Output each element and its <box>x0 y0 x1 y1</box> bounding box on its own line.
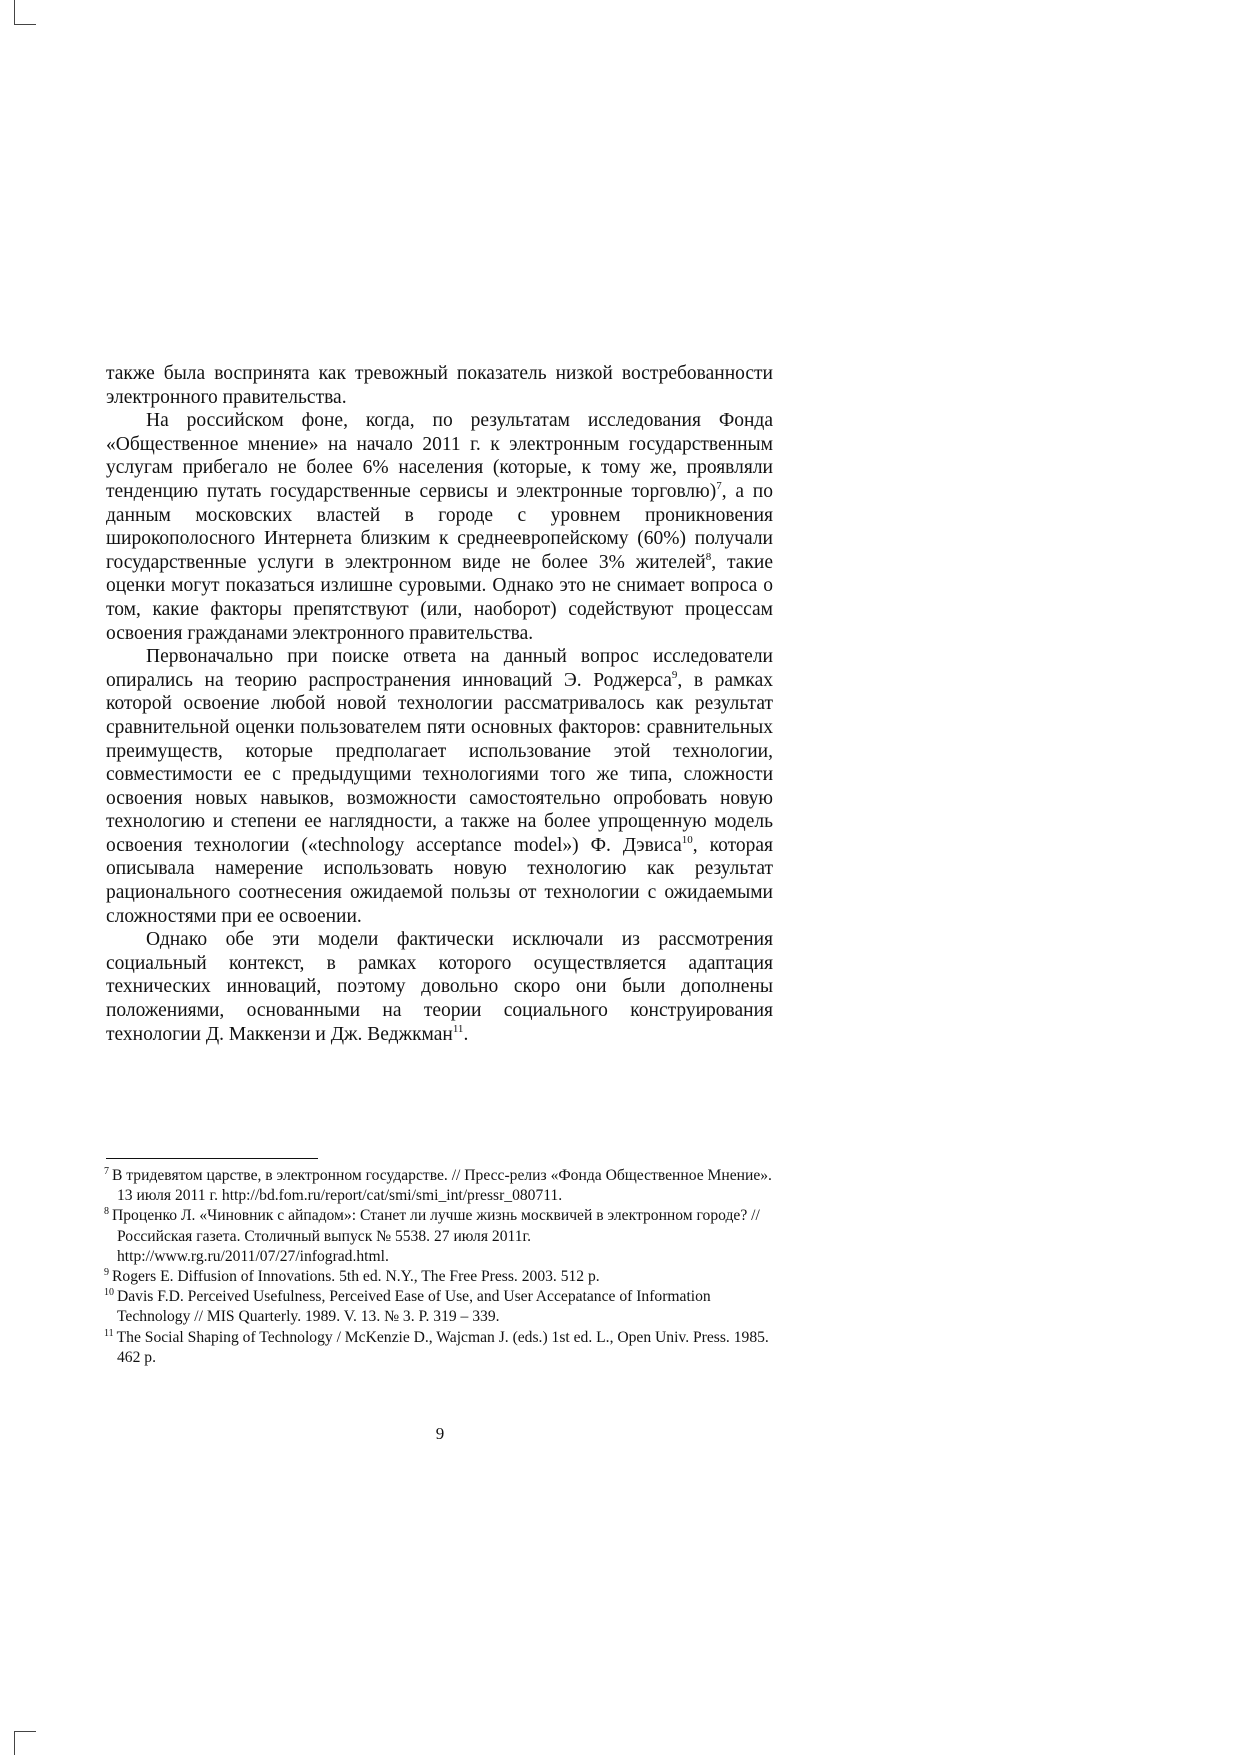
paragraph-2 <box>106 409 773 645</box>
paragraph-2-text-c: , такие оценки могут показаться излишне суровыми. Однако это не снимает вопроса о том, какие факторы препятствуют (или, наоборот) содействуют процессам освоения гражданами электронного правительства. <box>106 551 773 644</box>
paragraph-4 <box>106 928 773 1046</box>
footnote-ref-10[interactable]: 10 <box>681 833 693 846</box>
footnote-number: 10 <box>104 1287 114 1299</box>
footnote-11 <box>104 1328 784 1368</box>
crop-mark-top-left-vertical <box>14 0 15 24</box>
paragraph-4-text-b: . <box>463 1023 469 1045</box>
paragraph-3-text-c: , которая описывала намерение использовать новую технологию как результат рационального соотнесения ожидаемой пользы от технологии с ожидаемыми сложностями при ее освоении. <box>106 834 773 927</box>
footnote-number: 8 <box>104 1206 109 1218</box>
footnote-number: 7 <box>104 1166 109 1177</box>
footnote-ref-9[interactable]: 9 <box>671 668 678 681</box>
page-number: 9 <box>435 1424 445 1443</box>
paragraph-2-text-b: , а по данным московских властей в городе с уровнем проникновения широкополосного Интернета близким к среднеевропейскому (60%) получали государственные услуги в электронном виде не более 3% жителей <box>106 480 773 573</box>
paragraph-3 <box>106 645 773 928</box>
footnotes <box>104 1166 784 1368</box>
paragraph-3-text-b: , в рамках которой освоение любой новой технологии рассматривалось как результат сравнительной оценки пользователем пяти основных факторов: сравнительных преимуществ, которые предполагает использование этой технологии, совместимости ее с предыдущими технологиями того же типа, сложности освоения новых навыков, возможности самостоятельно опробовать новую технологию и степени ее наглядности, а также на более упрощенную модель освоения технологии («technology acceptance model») Ф. Дэвиса <box>106 669 773 856</box>
paragraph-2-text-a: На российском фоне, когда, по результатам исследования Фонда «Общественное мнение» на начало 2011 г. к электронным государственным услугам прибегало не более 6% населения (которые, к тому же, проявляли тенденцию путать государственные сервисы и электронные торговлю) <box>106 410 773 502</box>
footnote-ref-8[interactable]: 8 <box>705 550 712 563</box>
footnote-text: The Social Shaping of Technology / McKenzie D., Wajcman J. (eds.) 1st ed. L., Open Univ. Press. 1985. 462 p. <box>116 1328 769 1366</box>
footnote-ref-7[interactable]: 7 <box>716 479 722 492</box>
footnote-text: В тридевятом царстве, в электронном государстве. // Пресс-релиз «Фонда Общественное Мнение». 13 июля 2011 г. http://bd.fom.ru/report/cat/smi/smi_int/pressr_080711. <box>112 1167 772 1205</box>
paragraph-1-text: также была воспринята как тревожный показатель низкой востребованности электронного правительства. <box>106 363 773 408</box>
crop-mark-bottom-left-horizontal <box>14 1731 36 1732</box>
footnote-number: 11 <box>104 1327 114 1339</box>
paragraph-1 <box>106 362 773 409</box>
footnote-number: 9 <box>104 1267 109 1279</box>
footnote-text: Проценко Л. «Чиновник с айпадом»: Станет ли лучше жизнь москвичей в электронном городе? // Российская газета. Столичный выпуск № 5538. 27 июля 2011г. http://www.rg.ru/2011/07/27/infograd.html. <box>112 1207 760 1265</box>
footnote-text: Rogers E. Diffusion of Innovations. 5th ed. N.Y., The Free Press. 2003. 512 p. <box>112 1268 600 1286</box>
footnote-8 <box>104 1206 784 1267</box>
paragraph-3-text-a: Первоначально при поиске ответа на данный вопрос исследователи опирались на теорию распространения инноваций Э. Роджерса <box>106 646 773 691</box>
main-text <box>106 362 773 1046</box>
footnote-ref-11[interactable]: 11 <box>452 1022 464 1035</box>
footnote-separator <box>106 1158 318 1159</box>
crop-mark-top-left-horizontal <box>14 24 36 25</box>
footnote-10 <box>104 1287 784 1327</box>
footnote-9 <box>104 1267 784 1287</box>
footnote-text: Davis F.D. Perceived Usefulness, Perceived Ease of Use, and User Accepatance of Information Technology // MIS Quarterly. 1989. V. 13. № 3. P. 319 – 339. <box>117 1288 711 1326</box>
footnote-7 <box>104 1166 784 1206</box>
crop-mark-bottom-left-vertical <box>14 1731 15 1755</box>
paragraph-4-text-a: Однако обе эти модели фактически исключали из рассмотрения социальный контекст, в рамках которого осуществляется адаптация технических инноваций, поэтому довольно скоро они были дополнены положениями, основанными на теории социального конструирования технологии Д. Маккензи и Дж. Веджкман <box>106 929 773 1045</box>
